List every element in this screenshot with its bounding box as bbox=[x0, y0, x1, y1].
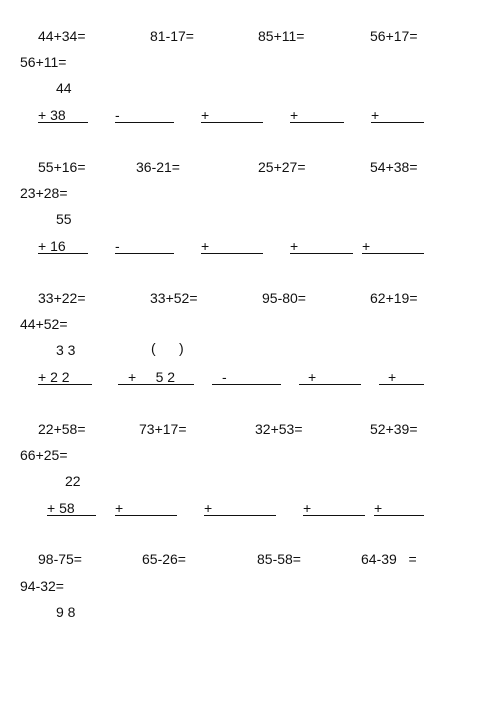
problem: 52+39= bbox=[370, 421, 418, 437]
vertical-top-number: 22 bbox=[65, 473, 81, 489]
vertical-sum-line: - bbox=[115, 238, 174, 254]
problem: 94-32= bbox=[20, 578, 64, 594]
problem: 98-75= bbox=[38, 551, 82, 567]
problem: 56+17= bbox=[370, 28, 418, 44]
vertical-sum-line: - bbox=[212, 369, 281, 385]
problem: 36-21= bbox=[136, 159, 180, 175]
vertical-sum-line: + bbox=[374, 500, 424, 516]
vertical-sum-line: + bbox=[299, 369, 361, 385]
vertical-sum-line: + bbox=[362, 238, 424, 254]
vertical-sum-line: + 58 bbox=[47, 500, 96, 516]
vertical-sum-line: - bbox=[115, 107, 174, 123]
vertical-sum-line: + 5 2 bbox=[118, 369, 194, 385]
problem: 32+53= bbox=[255, 421, 303, 437]
vertical-sum-line: + bbox=[290, 107, 344, 123]
vertical-sum-line: + bbox=[290, 238, 353, 254]
problem: 66+25= bbox=[20, 447, 68, 463]
vertical-sum-line: + bbox=[303, 500, 365, 516]
problem: 81-17= bbox=[150, 28, 194, 44]
problem: 33+52= bbox=[150, 290, 198, 306]
problem: 73+17= bbox=[139, 421, 187, 437]
problem: 65-26= bbox=[142, 551, 186, 567]
problem: 23+28= bbox=[20, 185, 68, 201]
problem: 25+27= bbox=[258, 159, 306, 175]
vertical-sum-line: + 16 bbox=[38, 238, 88, 254]
problem: 54+38= bbox=[370, 159, 418, 175]
vertical-sum-line: + bbox=[204, 500, 276, 516]
problem: 85-58= bbox=[257, 551, 301, 567]
problem: 44+52= bbox=[20, 316, 68, 332]
vertical-sum-line: + 38 bbox=[38, 107, 88, 123]
problem: 64-39 = bbox=[361, 551, 417, 567]
problem: 95-80= bbox=[262, 290, 306, 306]
problem: 55+16= bbox=[38, 159, 86, 175]
vertical-sum-line: + bbox=[201, 238, 263, 254]
vertical-top-number: 55 bbox=[56, 211, 72, 227]
vertical-top-number: 44 bbox=[56, 80, 72, 96]
problem: 62+19= bbox=[370, 290, 418, 306]
vertical-top-number: 3 3 bbox=[56, 342, 76, 358]
vertical-top-number: 9 8 bbox=[56, 604, 76, 620]
problem: 85+11= bbox=[258, 28, 305, 44]
problem: 33+22= bbox=[38, 290, 86, 306]
vertical-sum-line: + bbox=[115, 500, 177, 516]
parenthesis-blank: ( ) bbox=[151, 340, 184, 356]
vertical-sum-line: + bbox=[371, 107, 424, 123]
vertical-sum-line: + bbox=[201, 107, 263, 123]
problem: 44+34= bbox=[38, 28, 86, 44]
vertical-sum-line: + 2 2 bbox=[38, 369, 92, 385]
problem: 22+58= bbox=[38, 421, 86, 437]
vertical-sum-line: + bbox=[379, 369, 424, 385]
problem: 56+11= bbox=[20, 54, 67, 70]
